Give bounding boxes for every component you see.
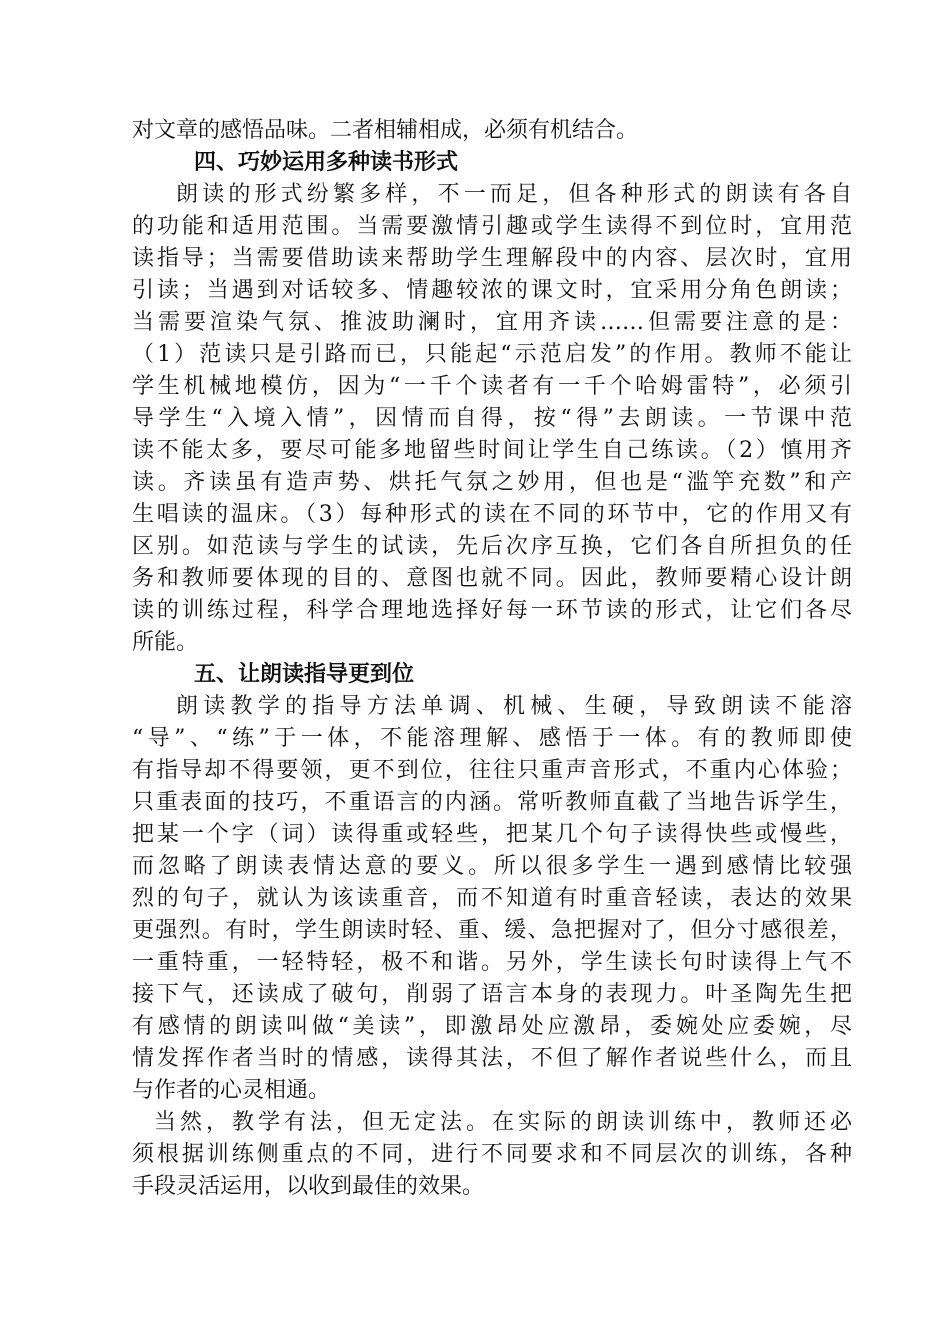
closing-line: 当然，教学有法，但无定法。在实际的朗读训练中，教师还必 <box>154 1110 852 1135</box>
section-4-line: 区别。如范读与学生的试读，先后次序互换，它们各自所担负的任 <box>132 534 852 559</box>
section-4-line: （1）范读只是引路而已，只能起“示范启发”的作用。教师不能让 <box>132 342 852 367</box>
section-4-line: 读指导；当需要借助读来帮助学生理解段中的内容、层次时，宜用 <box>132 246 852 271</box>
section-5-heading: 五、让朗读指导更到位 <box>194 662 415 687</box>
section-5-line: 有感情的朗读叫做“美读”，即激昂处应激昂，委婉处应委婉，尽 <box>132 1014 852 1039</box>
section-5-line: 朗读教学的指导方法单调、机械、生硬，导致朗读不能溶 <box>176 694 852 719</box>
section-4-line: 引读；当遇到对话较多、情趣较浓的课文时，宜采用分角色朗读； <box>132 278 852 303</box>
section-5-line: 一重特重，一轻特轻，极不和谐。另外，学生读长句时读得上气不 <box>132 950 852 975</box>
section-5-line: 更强烈。有时，学生朗读时轻、重、缓、急把握对了，但分寸感很差， <box>132 918 852 943</box>
section-4-line: 务和教师要体现的目的、意图也就不同。因此，教师要精心设计朗 <box>132 566 852 591</box>
section-4-line: 当需要渲染气氛、推波助澜时，宜用齐读……但需要注意的是： <box>132 310 852 335</box>
section-5-line: 而忽略了朗读表情达意的要义。所以很多学生一遇到感情比较强 <box>132 854 852 879</box>
closing-line: 手段灵活运用，以收到最佳的效果。 <box>132 1174 485 1199</box>
intro-line: 对文章的感悟品味。二者相辅相成，必须有机结合。 <box>132 118 639 143</box>
section-5-line: 与作者的心灵相通。 <box>132 1078 331 1103</box>
section-5-line: 有指导却不得要领，更不到位，往往只重声音形式，不重内心体验； <box>132 758 852 783</box>
section-5-line: 把某一个字（词）读得重或轻些，把某几个句子读得快些或慢些， <box>132 822 852 847</box>
section-4-line: 读不能太多，要尽可能多地留些时间让学生自己练读。（2）慎用齐 <box>132 438 852 463</box>
section-5-line: 接下气，还读成了破句，削弱了语言本身的表现力。叶圣陶先生把 <box>132 982 852 1007</box>
section-5-line: 情发挥作者当时的情感，读得其法，不但了解作者说些什么，而且 <box>132 1046 852 1071</box>
section-5-line: “导”、“练”于一体，不能溶理解、感悟于一体。有的教师即使 <box>132 726 852 751</box>
closing-line: 须根据训练侧重点的不同，进行不同要求和不同层次的训练，各种 <box>132 1142 852 1167</box>
section-5-line: 烈的句子，就认为该读重音，而不知道有时重音轻读，表达的效果 <box>132 886 852 911</box>
section-4-line: 所能。 <box>132 630 199 655</box>
section-4-line: 学生机械地模仿，因为“一千个读者有一千个哈姆雷特”，必须引 <box>132 374 852 399</box>
document-page <box>132 115 852 1203</box>
section-4-line: 的功能和适用范围。当需要激情引趣或学生读得不到位时，宜用范 <box>132 214 852 239</box>
section-4-line: 读。齐读虽有造声势、烘托气氛之妙用，但也是“滥竽充数”和产 <box>132 470 852 495</box>
section-4-line: 导学生“入境入情”，因情而自得，按“得”去朗读。一节课中范 <box>132 406 852 431</box>
section-4-line: 朗读的形式纷繁多样，不一而足，但各种形式的朗读有各自 <box>176 182 852 207</box>
section-4-line: 生唱读的温床。（3）每种形式的读在不同的环节中，它的作用又有 <box>132 502 852 527</box>
section-4-line: 读的训练过程，科学合理地选择好每一环节读的形式，让它们各尽 <box>132 598 852 623</box>
section-4-heading: 四、巧妙运用多种读书形式 <box>194 150 459 175</box>
section-5-line: 只重表面的技巧，不重语言的内涵。常听教师直截了当地告诉学生， <box>132 790 852 815</box>
